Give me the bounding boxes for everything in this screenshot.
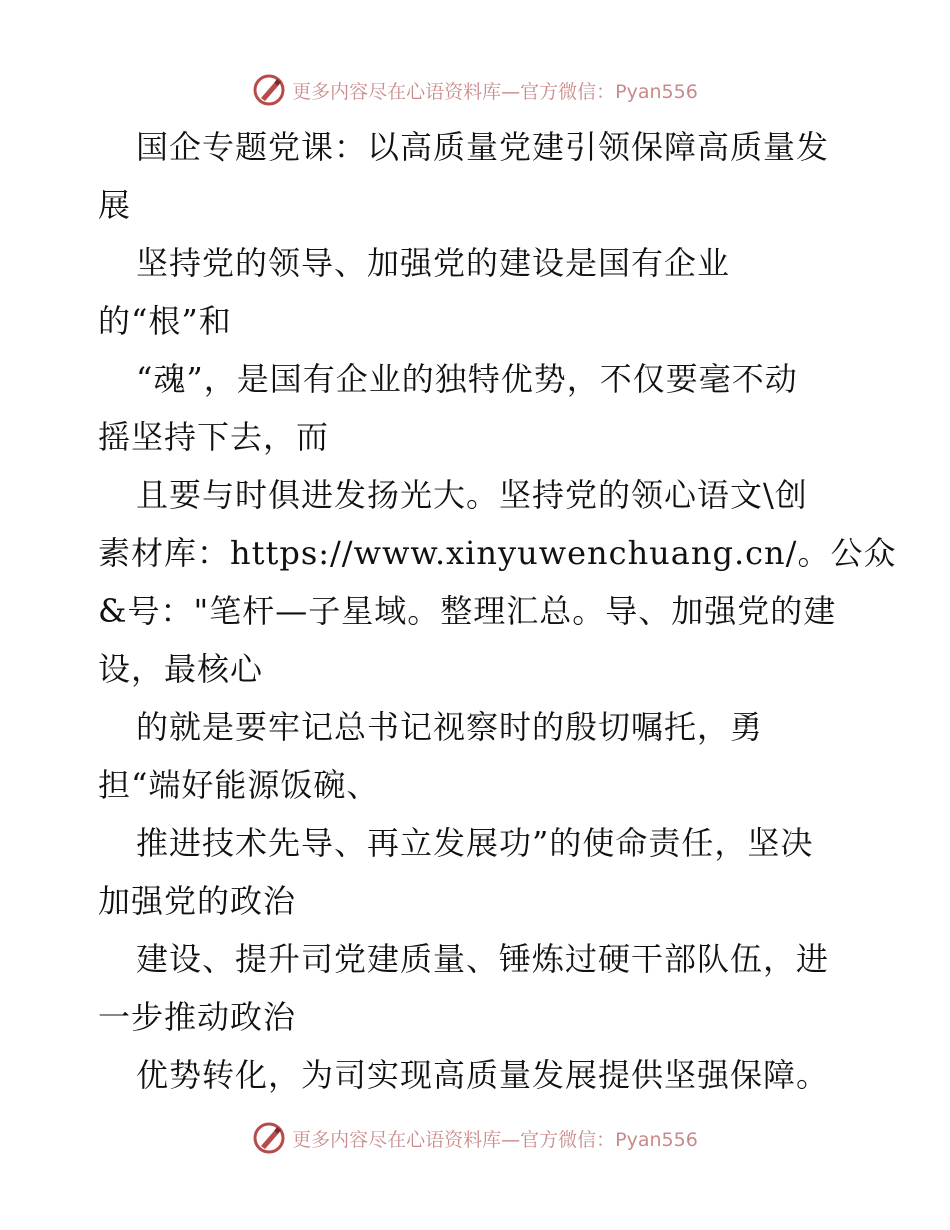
header-watermark-text	[292, 77, 698, 104]
doc-line-6: 摇坚持下去，而	[98, 418, 330, 456]
footer-watermark-text	[292, 1125, 698, 1152]
doc-line-10: 设，最核心	[98, 650, 264, 688]
doc-line-17: 优势转化，为司实现高质量发展提供坚强保障。	[136, 1056, 830, 1094]
watermark-separator: —	[501, 80, 521, 103]
doc-line-3: 坚持党的领导、加强党的建设是国有企业	[136, 244, 731, 282]
doc-line-8: 素材库：https://www.xinyuwenchuang.cn/。公众	[98, 534, 897, 572]
pen-logo-icon	[252, 1121, 286, 1155]
doc-line-2: 展	[98, 186, 132, 224]
doc-line-15: 建设、提升司党建质量、锤炼过硬干部队伍，进	[136, 940, 830, 978]
doc-line-7: 且要与时俱进发扬光大。坚持党的领心语文\创	[136, 476, 808, 514]
watermark-separator: —	[501, 1128, 521, 1151]
doc-line-14: 加强党的政治	[98, 882, 297, 920]
doc-line-9: &号："笔杆—子星域。整理汇总。导、加强党的建	[98, 592, 837, 630]
doc-line-5: “魂”，是国有企业的独特优势，不仅要毫不动	[136, 360, 798, 398]
doc-line-12: 担“端好能源饭碗、	[98, 766, 380, 804]
watermark-brand: 更多内容尽在心语资料库	[292, 80, 502, 103]
watermark-contact: 官方微信：Pyan556	[520, 80, 698, 103]
doc-line-16: 一步推动政治	[98, 998, 297, 1036]
doc-line-11: 的就是要牢记总书记视察时的殷切嘱托，勇	[136, 708, 764, 746]
footer-watermark-banner	[0, 1118, 950, 1158]
watermark-contact: 官方微信：Pyan556	[520, 1128, 698, 1151]
doc-line-4: 的“根”和	[98, 302, 232, 340]
header-watermark-banner	[0, 70, 950, 110]
doc-line-1: 国企专题党课：以高质量党建引领保障高质量发	[136, 128, 830, 166]
document-body	[98, 118, 897, 1104]
pen-logo-icon	[252, 73, 286, 107]
watermark-brand: 更多内容尽在心语资料库	[292, 1128, 502, 1151]
doc-line-13: 推进技术先导、再立发展功”的使命责任，坚决	[136, 824, 814, 862]
